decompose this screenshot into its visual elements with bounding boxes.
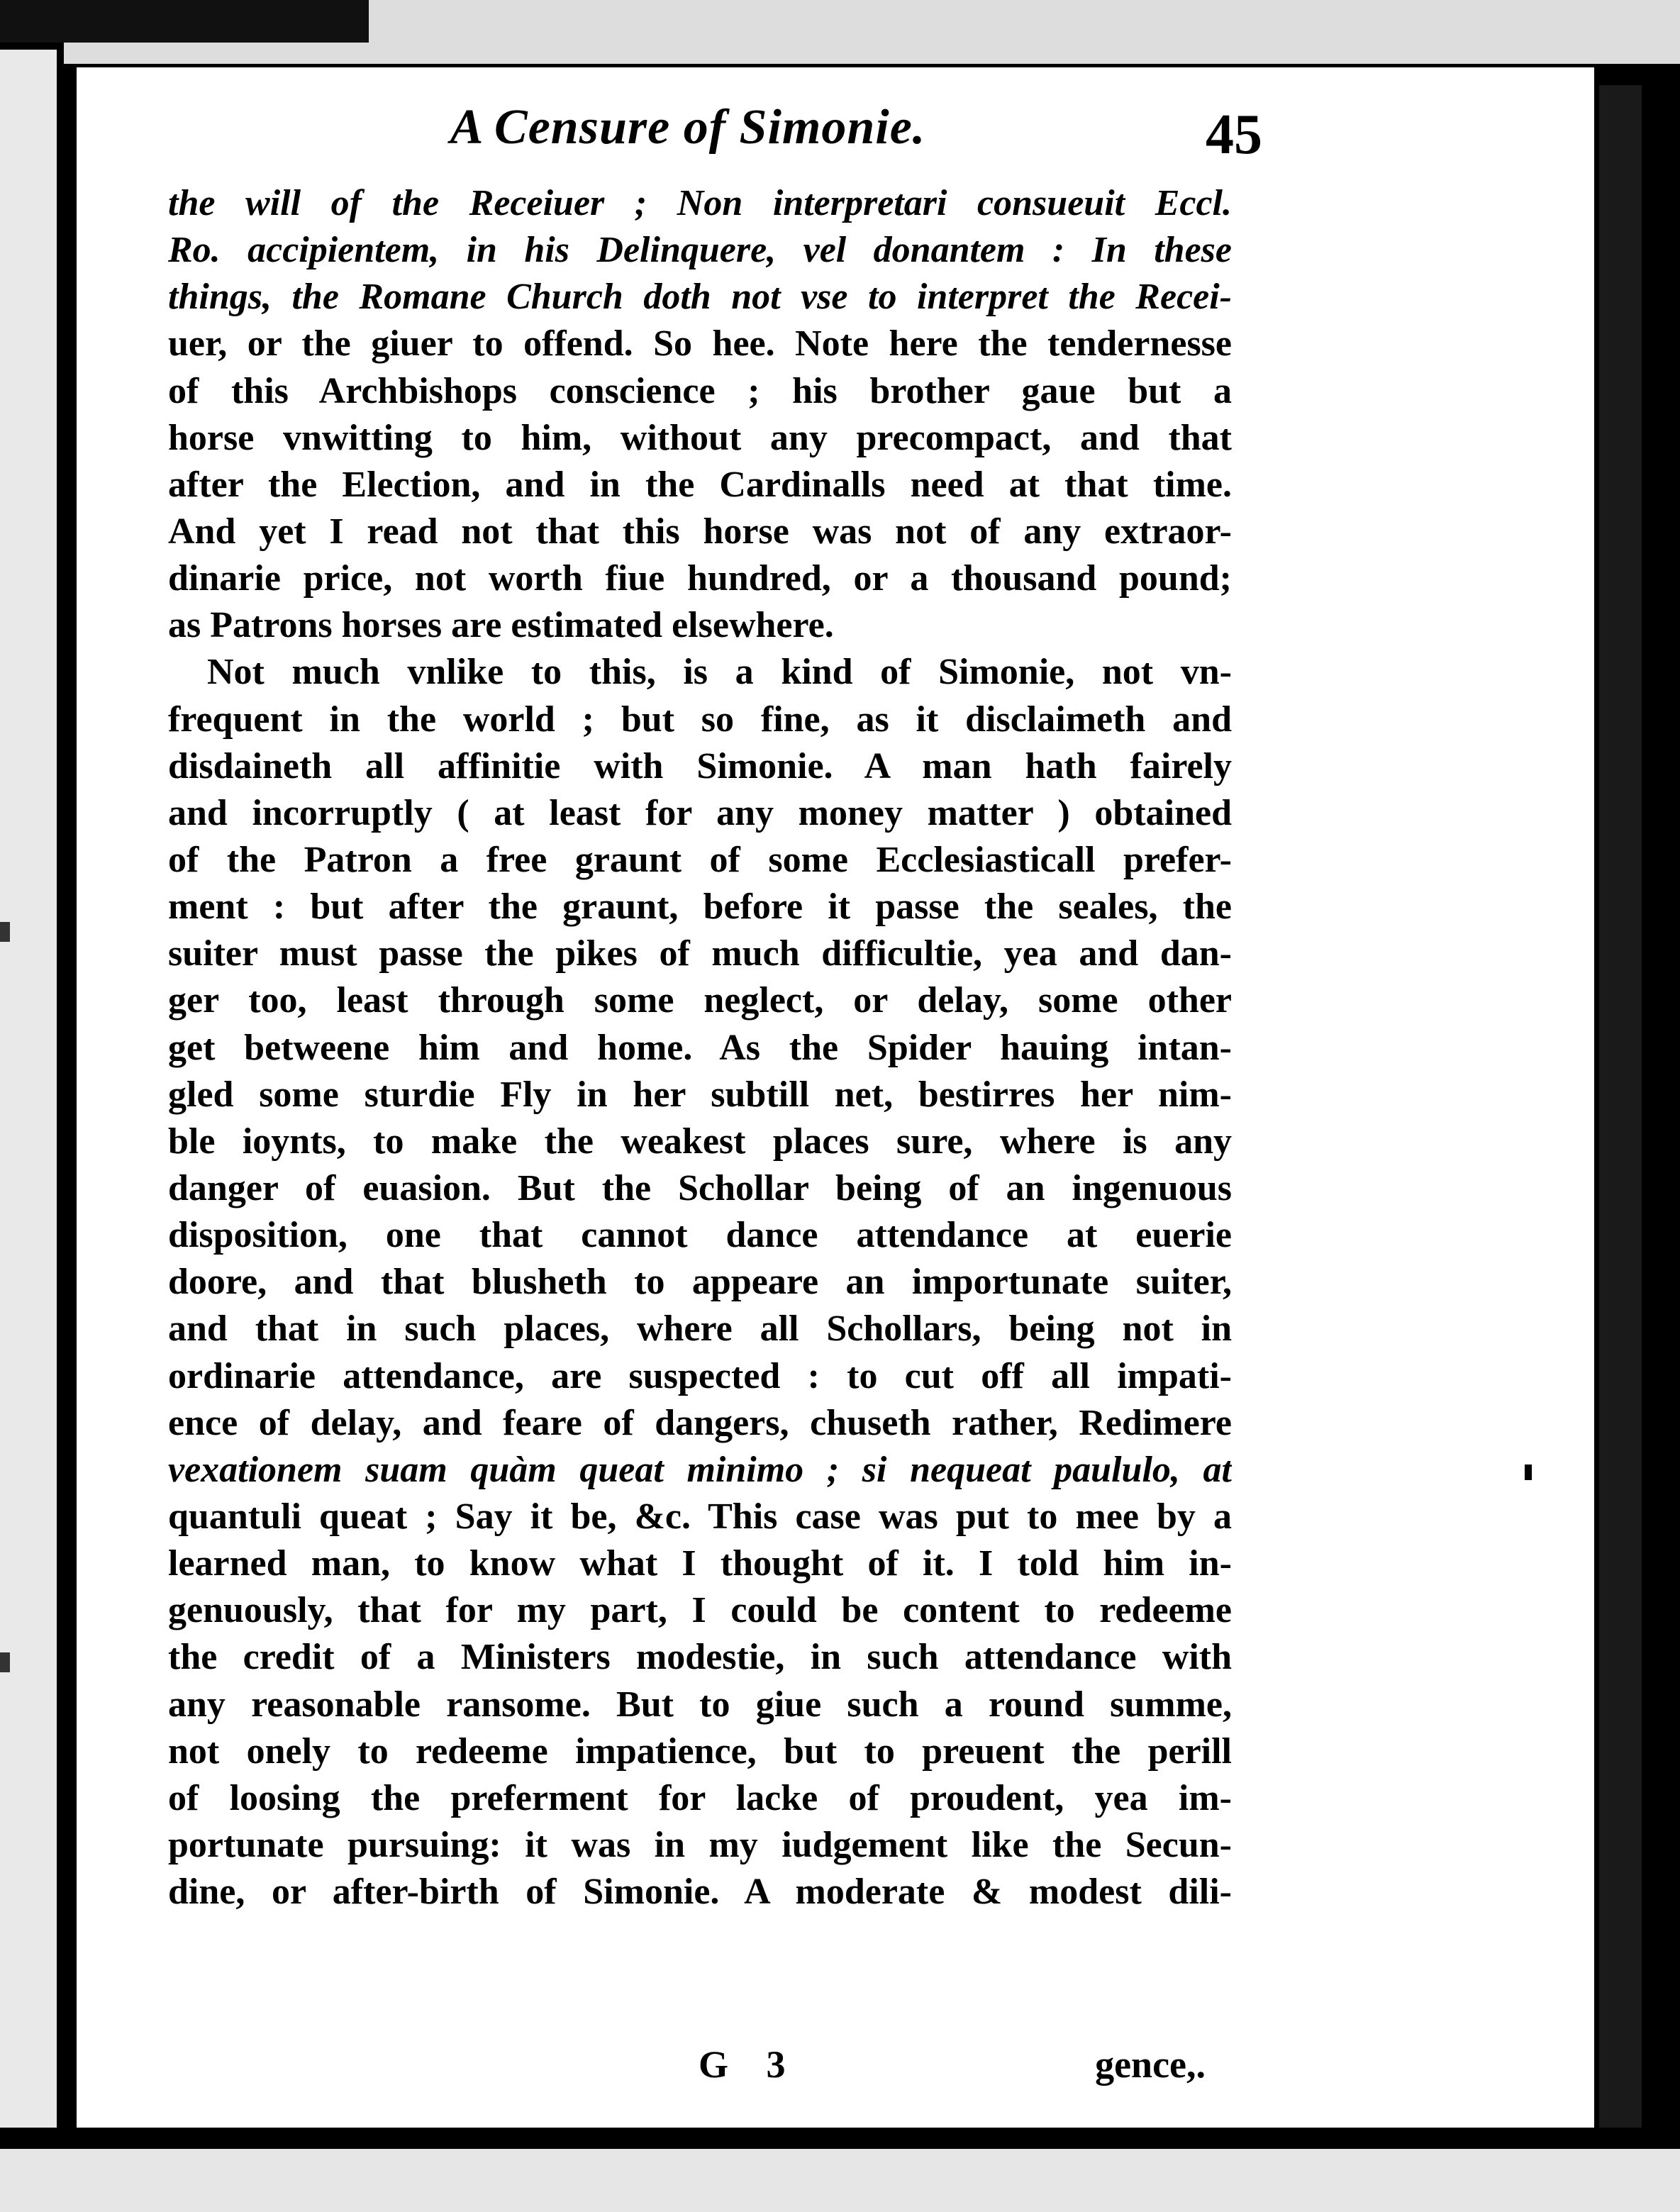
text-line: ble ioynts, to make the weakest places sure, where is any xyxy=(168,1121,1232,1162)
text-line: ordinarie attendance, are suspected : to cut off all impati- xyxy=(168,1355,1232,1396)
text-line: and that in such places, where all Schollars, being not in xyxy=(168,1308,1232,1350)
text-line: of loosing the preferment for lacke of proudent, yea im- xyxy=(168,1777,1232,1818)
scan-bottom-margin xyxy=(0,2149,1680,2212)
text-line: suiter must passe the pikes of much difficultie, yea and dan- xyxy=(168,933,1232,974)
page-number: 45 xyxy=(1206,104,1262,166)
text-line: of the Patron a free graunt of some Ecclesiasticall prefer- xyxy=(168,839,1232,880)
text-line: Ro. accipientem, in his Delinquere, vel donantem : In these xyxy=(168,230,1232,271)
text-line: horse vnwitting to him, without any precompact, and that xyxy=(168,417,1232,458)
text-line: get betweene him and home. As the Spider hauing intan- xyxy=(168,1027,1232,1068)
body-text xyxy=(168,180,1232,1916)
text-line: portunate pursuing: it was in my iudgement like the Secun- xyxy=(168,1824,1232,1865)
text-line: ence of delay, and feare of dangers, chuseth rather, Redimere xyxy=(168,1402,1232,1443)
text-line: things, the Romane Church doth not vse to interpret the Recei- xyxy=(168,277,1232,318)
text-line: gled some sturdie Fly in her subtill net, bestirres her nim- xyxy=(168,1074,1232,1115)
text-line: Not much vnlike to this, is a kind of Simonie, not vn- xyxy=(207,652,1232,693)
running-head: A Censure of Simonie. xyxy=(450,100,926,155)
text-line: disdaineth all affinitie with Simonie. A man hath fairely xyxy=(168,745,1232,787)
text-line: ment : but after the graunt, before it passe the seales, the xyxy=(168,887,1232,928)
text-line: any reasonable ransome. But to giue such a round summe, xyxy=(168,1684,1232,1725)
edge-mark xyxy=(0,922,10,942)
text-line: vexationem suam quàm queat minimo ; si nequeat paululo, at xyxy=(168,1449,1232,1490)
binding-shadow xyxy=(0,0,369,43)
text-line: learned man, to know what I thought of it. I told him in- xyxy=(168,1543,1232,1584)
text-line: doore, and that blusheth to appeare an importunate suiter, xyxy=(168,1262,1232,1303)
text-line: of this Archbishops conscience ; his brother gaue but a xyxy=(168,370,1232,411)
text-line: the credit of a Ministers modestie, in such attendance with xyxy=(168,1637,1232,1678)
text-line: danger of euasion. But the Schollar being of an ingenuous xyxy=(168,1167,1232,1208)
edge-mark xyxy=(0,1652,10,1672)
facing-page-edge xyxy=(0,50,57,2163)
text-line: dine, or after-birth of Simonie. A moderate & modest dili- xyxy=(168,1872,1232,1913)
ink-speck xyxy=(1525,1465,1532,1480)
text-line: not onely to redeeme impatience, but to preuent the perill xyxy=(168,1730,1232,1772)
text-line: and incorruptly ( at least for any money matter ) obtained xyxy=(168,792,1232,833)
text-line: frequent in the world ; but so fine, as it disclaimeth and xyxy=(168,699,1232,740)
text-line: genuously, that for my part, I could be content to redeeme xyxy=(168,1590,1232,1631)
text-line: ger too, least through some neglect, or delay, some other xyxy=(168,980,1232,1021)
text-line: uer, or the giuer to offend. So hee. Note here the tendernesse xyxy=(168,323,1232,365)
text-line: as Patrons horses are estimated elsewhere. xyxy=(168,605,834,646)
text-line: after the Election, and in the Cardinalls need at that time. xyxy=(168,464,1232,505)
text-line: the will of the Receiuer ; Non interpretari consueuit Eccl. xyxy=(168,183,1232,223)
catchword: gence,. xyxy=(1095,2043,1206,2086)
text-line: dinarie price, not worth fiue hundred, or a thousand pound; xyxy=(168,558,1232,599)
text-line: quantuli queat ; Say it be, &c. This case was put to mee by a xyxy=(168,1496,1232,1537)
page-fore-edge xyxy=(1599,85,1642,2128)
text-line: And yet I read not that this horse was not of any extraor- xyxy=(168,511,1232,552)
signature-mark: G 3 xyxy=(699,2043,800,2086)
text-line: disposition, one that cannot dance attendance at euerie xyxy=(168,1215,1232,1256)
